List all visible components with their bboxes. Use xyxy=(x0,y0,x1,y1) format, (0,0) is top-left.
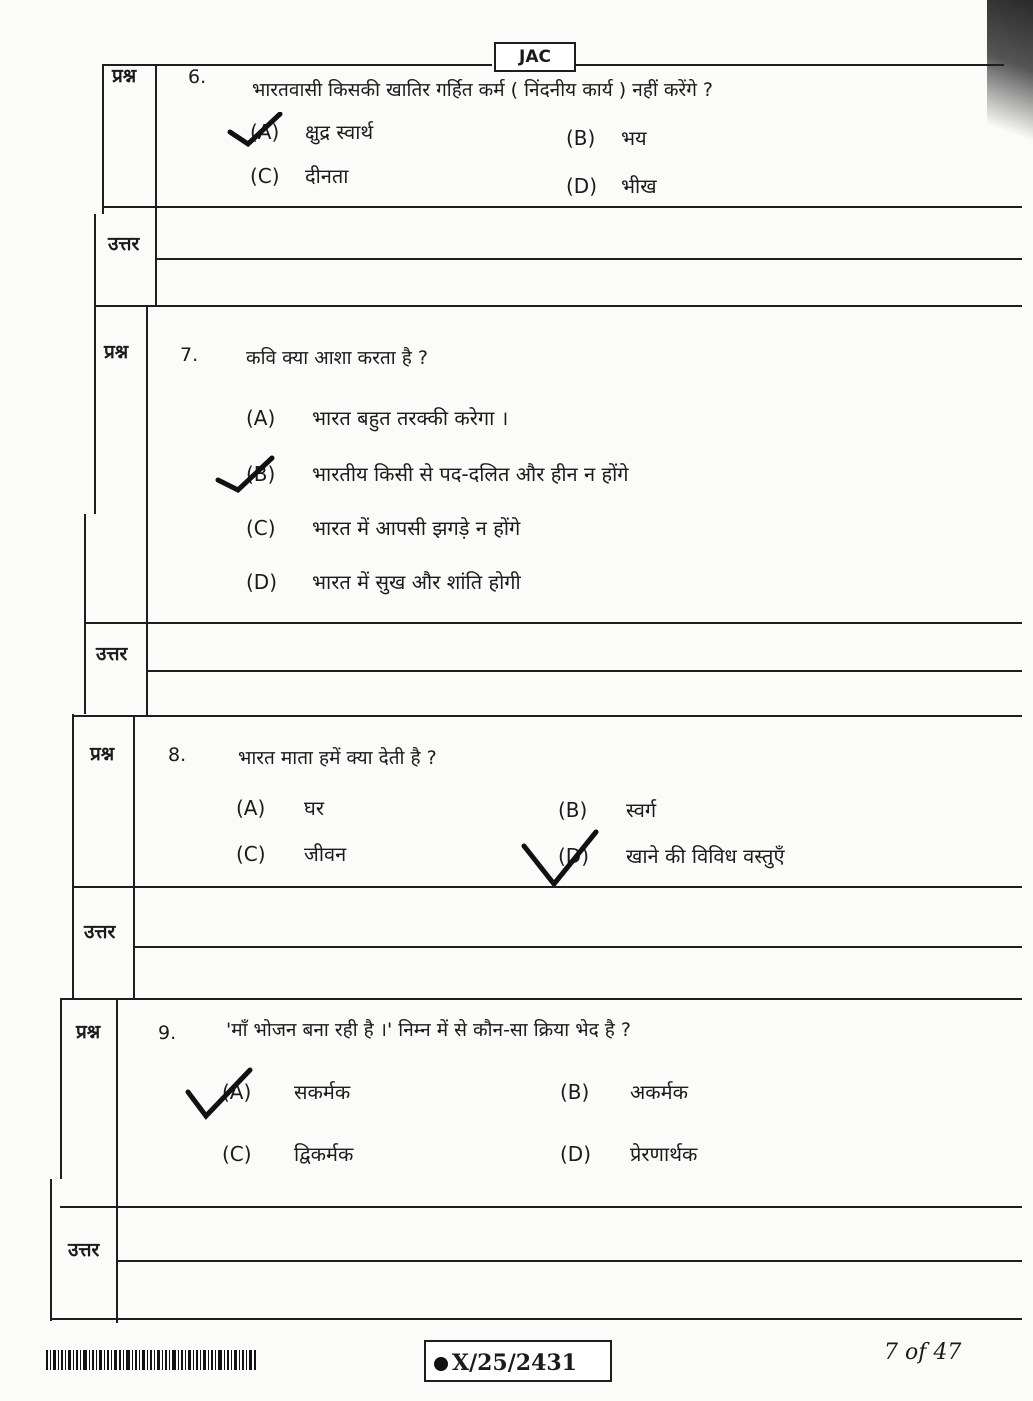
answer-label: उत्तर xyxy=(68,1239,100,1261)
option-letter: (A) xyxy=(250,120,280,144)
option-text: भीख xyxy=(621,174,657,198)
paper-code-text: X/25/2431 xyxy=(452,1350,577,1376)
outer-border xyxy=(50,1179,52,1321)
option-b xyxy=(246,460,629,487)
paper-code xyxy=(424,1340,612,1382)
option-letter: (C) xyxy=(222,1142,252,1166)
option-text: स्वर्ग xyxy=(626,798,657,822)
check-mark-icon xyxy=(520,828,602,890)
question-number: 9. xyxy=(158,1022,177,1044)
column-divider xyxy=(155,64,157,306)
answer-label: उत्तर xyxy=(84,921,116,943)
option-letter: (B) xyxy=(566,126,596,150)
section-rule xyxy=(72,715,1022,717)
option-letter: (B) xyxy=(558,798,588,822)
option-letter: (B) xyxy=(246,462,276,486)
option-letter: (D) xyxy=(246,570,278,594)
option-b xyxy=(558,796,656,823)
outer-border xyxy=(84,514,86,714)
outer-border xyxy=(72,714,74,999)
check-mark-icon xyxy=(184,1066,256,1122)
option-d xyxy=(560,1140,697,1167)
answer-line xyxy=(116,1260,1022,1262)
section-rule xyxy=(60,998,1022,1000)
question-number: 6. xyxy=(188,66,207,88)
option-text: घर xyxy=(304,796,324,820)
option-c xyxy=(246,514,520,541)
answer-line xyxy=(155,258,1022,260)
option-text: द्विकर्मक xyxy=(294,1142,354,1166)
option-a xyxy=(246,404,508,431)
option-text: सकर्मक xyxy=(294,1080,351,1104)
question-label: प्रश्न xyxy=(104,341,129,363)
barcode-icon xyxy=(46,1350,256,1370)
answer-rule xyxy=(72,886,1022,888)
top-rule-right xyxy=(574,64,1004,66)
column-divider xyxy=(146,306,148,716)
option-text: अकर्मक xyxy=(630,1080,688,1104)
question-number: 8. xyxy=(168,744,187,766)
top-rule-left xyxy=(102,64,492,66)
option-c xyxy=(222,1140,353,1167)
option-d xyxy=(566,172,657,199)
bullet-icon xyxy=(434,1357,448,1371)
option-letter: (D) xyxy=(560,1142,592,1166)
column-divider xyxy=(116,998,118,1323)
answer-rule xyxy=(84,622,1022,624)
option-letter: (A) xyxy=(246,406,276,430)
option-b xyxy=(560,1078,688,1105)
answer-line xyxy=(133,946,1022,948)
outer-border xyxy=(94,214,96,514)
option-letter: (A) xyxy=(236,796,266,820)
outer-border xyxy=(102,64,104,214)
page-number: 7 of 47 xyxy=(884,1340,962,1365)
question-label: प्रश्न xyxy=(76,1021,101,1043)
option-text: खाने की विविध वस्तुएँ xyxy=(626,844,785,868)
option-letter: (C) xyxy=(236,842,266,866)
option-letter: (D) xyxy=(566,174,598,198)
option-letter: (A) xyxy=(222,1080,252,1104)
option-c xyxy=(236,840,346,867)
option-text: भारतीय किसी से पद-दलित और हीन न होंगे xyxy=(312,462,629,486)
answer-rule xyxy=(102,206,1022,208)
option-letter: (B) xyxy=(560,1080,590,1104)
option-text: भय xyxy=(621,126,647,150)
question-text: भारत माता हमें क्या देती है ? xyxy=(238,747,437,769)
option-letter: (C) xyxy=(250,164,280,188)
section-rule xyxy=(94,305,1022,307)
question-label: प्रश्न xyxy=(90,743,115,765)
question-label: प्रश्न xyxy=(112,65,137,87)
option-b xyxy=(566,124,647,151)
option-letter: (C) xyxy=(246,516,276,540)
column-divider xyxy=(133,716,135,998)
answer-rule xyxy=(60,1206,1022,1208)
option-c xyxy=(250,162,348,189)
option-a xyxy=(236,794,324,821)
answer-line xyxy=(146,670,1022,672)
option-text: दीनता xyxy=(305,164,349,188)
option-d xyxy=(246,568,521,595)
question-text: 'माँ भोजन बना रही है ।' निम्न में से कौन-सा क्रिया भेद है ? xyxy=(226,1019,631,1041)
board-label: JAC xyxy=(494,42,576,72)
option-text: भारत में सुख और शांति होगी xyxy=(312,570,521,594)
check-mark-icon xyxy=(214,454,278,496)
answer-label: उत्तर xyxy=(108,233,140,255)
option-text: प्रेरणार्थक xyxy=(630,1142,698,1166)
answer-label: उत्तर xyxy=(96,643,128,665)
outer-border xyxy=(60,999,62,1179)
check-mark-icon xyxy=(226,112,286,148)
section-rule xyxy=(50,1318,1022,1320)
option-letter: (D) xyxy=(558,844,590,868)
question-text: कवि क्या आशा करता है ? xyxy=(246,347,428,369)
question-number: 7. xyxy=(180,344,199,366)
option-text: भारत में आपसी झगड़े न होंगे xyxy=(312,516,521,540)
option-text: भारत बहुत तरक्की करेगा । xyxy=(312,406,509,430)
option-text: क्षुद्र स्वार्थ xyxy=(305,120,374,144)
page-corner-shadow xyxy=(987,0,1033,160)
question-text: भारतवासी किसकी खातिर गर्हित कर्म ( निंदनीय कार्य ) नहीं करेंगे ? xyxy=(252,79,714,101)
option-text: जीवन xyxy=(304,842,347,866)
